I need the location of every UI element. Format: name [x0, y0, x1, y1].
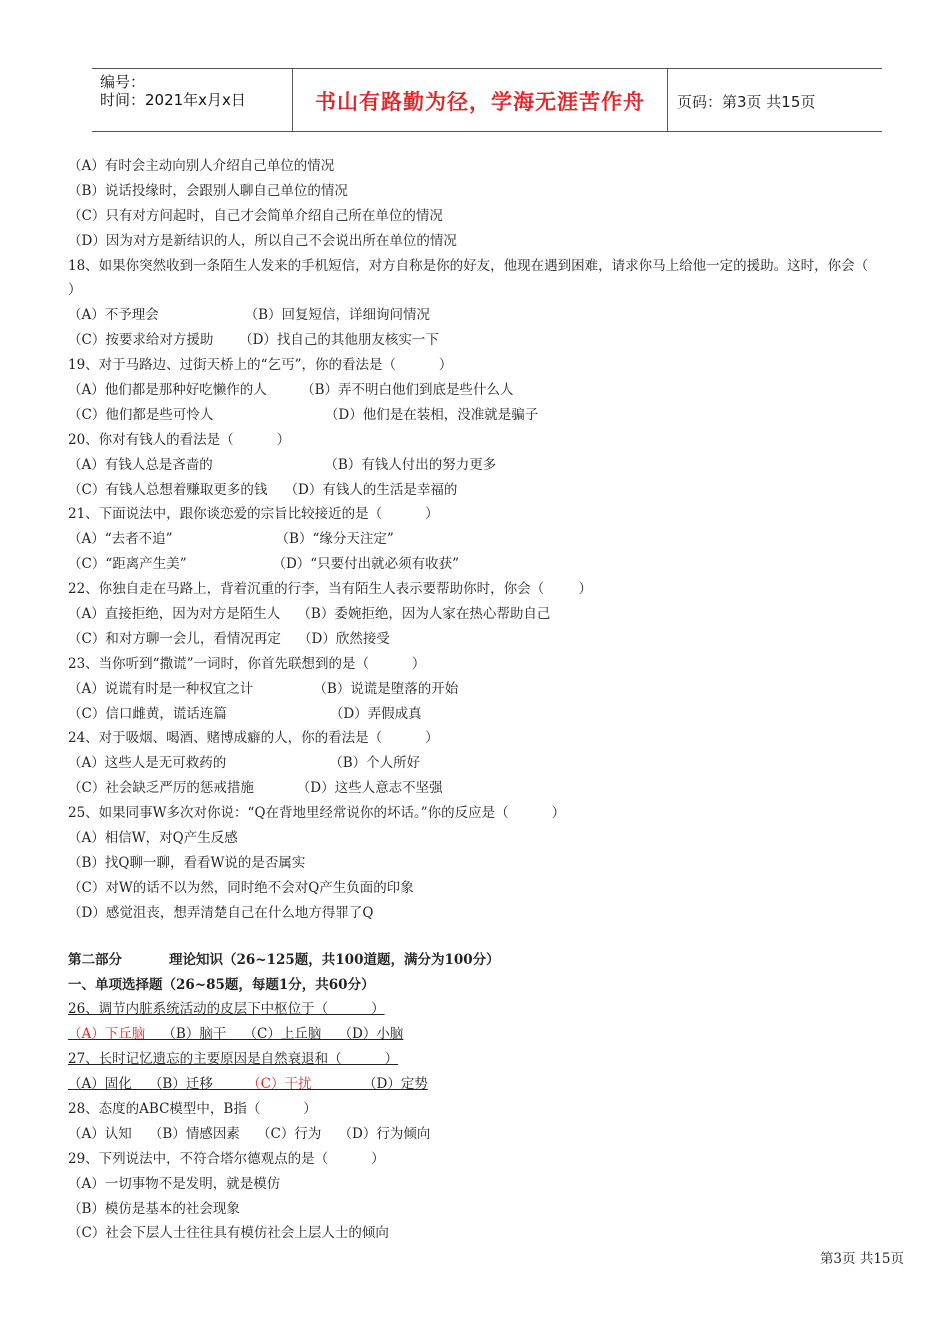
text-line: （B）模仿是基本的社会现象 — [68, 1200, 240, 1217]
question-26-options — [68, 1022, 908, 1047]
question-28: 28、态度的ABC模型中，B指（ ） — [68, 1100, 317, 1117]
text-line: （C）只有对方问起时，自己才会简单介绍自己所在单位的情况 — [68, 207, 443, 224]
text-line: （B）说话投缘时，会跟别人聊自己单位的情况 — [68, 182, 348, 199]
text-line: （C）他们都是些可怜人 （D）他们是在装相，没准就是骗子 — [68, 406, 539, 423]
question-19: 19、对于马路边、过街天桥上的“乞丐”，你的看法是（ ） — [68, 357, 453, 374]
text-line: （A）直接拒绝，因为对方是陌生人 （B）委婉拒绝，因为人家在热心帮助自己 — [68, 606, 551, 623]
text-line: （C）社会下层人士往往具有模仿社会上层人士的倾向 — [68, 1225, 389, 1242]
text-line: （A）他们都是那种好吃懒作的人 （B）弄不明白他们到底是些什么人 — [68, 382, 514, 399]
text-line: （C）和对方聊一会儿，看情况再定 （D）欣然接受 — [68, 630, 390, 647]
text-line: （A）相信W，对Q产生反感 — [68, 830, 238, 847]
question-29: 29、下列说法中，不符合塔尔德观点的是（ ） — [68, 1150, 385, 1167]
text-line: ） — [68, 282, 82, 299]
question-28-options: （A）认知 （B）情感因素 （C）行为 （D）行为倾向 — [68, 1125, 431, 1142]
single-choice-title: 一、单项选择题（26~85题，每题1分，共60分） — [68, 976, 375, 993]
question-23: 23、当你听到“撒谎”一词时，你首先联想到的是（ ） — [68, 655, 426, 672]
number-label: 编号： — [100, 73, 146, 91]
text-line: （D）因为对方是新结识的人，所以自己不会说出所在单位的情况 — [68, 232, 457, 249]
text-line: （B）找Q聊一聊，看看W说的是否属实 — [68, 854, 306, 871]
option-text: （D）定势 — [311, 1076, 428, 1093]
header-meta — [92, 69, 292, 131]
text-line: （C）社会缺乏严厉的惩戒措施 （D）这些人意志不坚强 — [68, 780, 443, 797]
part-two-title: 第二部分 理论知识（26~125题，共100道题，满分为100分） — [68, 951, 500, 968]
text-line: （A）一切事物不是发明，就是模仿 — [68, 1175, 281, 1192]
page-footer: 第3页 共15页 — [819, 1251, 904, 1267]
text-line: （C）信口雌黄，谎话连篇 （D）弄假成真 — [68, 705, 422, 722]
text-line: （A）这些人是无可救药的 （B）个人所好 — [68, 755, 421, 772]
question-22: 22、你独自走在马路上，背着沉重的行李，当有陌生人表示要帮助你时，你会（ ） — [68, 581, 593, 598]
question-24: 24、对于吸烟、喝酒、赌博成癖的人，你的看法是（ ） — [68, 730, 439, 747]
answer-highlight: （A）下丘脑 — [68, 1026, 146, 1043]
text-line: （C）按要求给对方援助 （D）找自己的其他朋友核实一下 — [68, 332, 439, 349]
text-line: （C）“距离产生美” （D）“只要付出就必须有收获” — [68, 556, 460, 573]
question-25: 25、如果同事W多次对你说：“Q在背地里经常说你的坏话。”你的反应是（ ） — [68, 805, 566, 822]
question-20: 20、你对有钱人的看法是（ ） — [68, 431, 291, 448]
text-line: （C）有钱人总想着赚取更多的钱 （D）有钱人的生活是幸福的 — [68, 481, 458, 498]
option-text: （B）脑干 （C）上丘脑 （D）小脑 — [145, 1026, 404, 1043]
header-motto — [292, 69, 668, 131]
question-18: 18、如果你突然收到一条陌生人发来的手机短信，对方自称是你的好友，他现在遇到困难，请求你马上给他一定的援助。这时，你会（ — [68, 257, 869, 274]
text-line: （A）“去者不追” （B）“缘分天注定” — [68, 531, 394, 548]
text-line: （A）有时会主动向别人介绍自己单位的情况 — [68, 158, 335, 174]
question-27: 27、长时记忆遗忘的主要原因是自然衰退和（ ） — [68, 1051, 399, 1068]
text-line: （A）有钱人总是吝啬的 （B）有钱人付出的努力更多 — [68, 456, 497, 473]
text-line: （A）不予理会 （B）回复短信，详细询问情况 — [68, 307, 430, 324]
document-body — [68, 154, 908, 1246]
motto-text: 书山有路勤为径，学海无涯苦作舟 — [315, 90, 645, 114]
header-page-info — [667, 69, 882, 131]
question-21: 21、下面说法中，跟你谈恋爱的宗旨比较接近的是（ ） — [68, 506, 439, 523]
text-line: （D）感觉沮丧，想弄清楚自己在什么地方得罪了Q — [68, 904, 374, 921]
question-27-options — [68, 1072, 908, 1097]
option-text: （A）固化 （B）迁移 — [68, 1076, 248, 1093]
text-line: （C）对W的话不以为然，同时绝不会对Q产生负面的印象 — [68, 879, 414, 896]
page-info-text: 页码：第3页 共15页 — [677, 93, 816, 111]
page-header — [92, 68, 882, 132]
answer-highlight: （C）干扰 — [247, 1076, 312, 1093]
question-26: 26、调节内脏系统活动的皮层下中枢位于（ ） — [68, 1001, 385, 1018]
text-line: （A）说谎有时是一种权宜之计 （B）说谎是堕落的开始 — [68, 680, 459, 697]
time-label: 时间：2021年x月x日 — [100, 91, 246, 109]
